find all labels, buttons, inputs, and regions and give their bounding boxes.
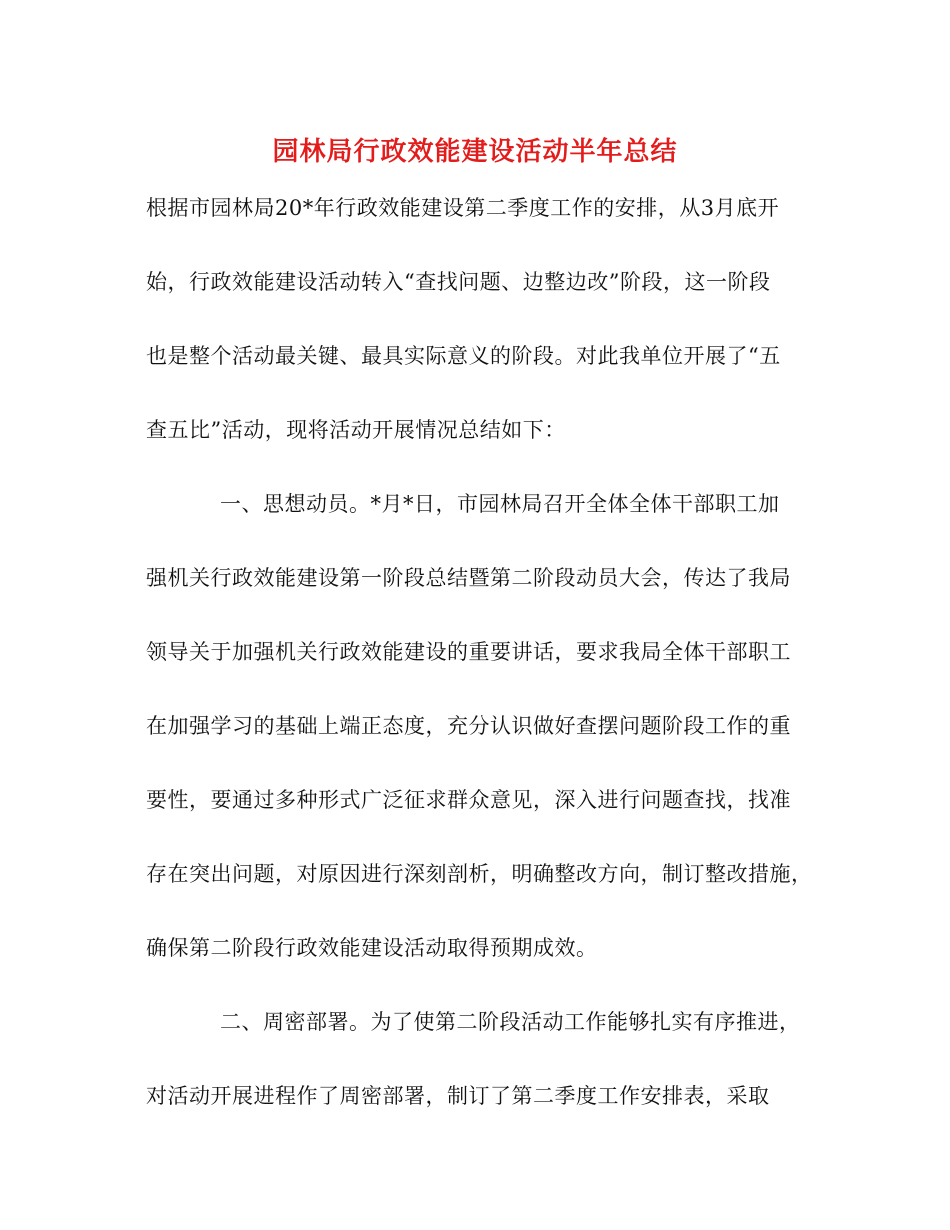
text-line-5: 一、思想动员。*月*日，市园林局召开全体全体干部职工加 <box>220 492 780 516</box>
text-line-1: 根据市园林局20*年行政效能建设第二季度工作的安排，从3月底开 <box>146 196 780 220</box>
text-line-10: 存在突出问题，对原因进行深刻剖析，明确整改方向，制订整改措施， <box>146 862 813 886</box>
text-line-4: 查五比”活动，现将活动开展情况总结如下： <box>146 418 566 442</box>
text-line-6: 强机关行政效能建设第一阶段总结暨第二阶段动员大会，传达了我局 <box>146 566 791 590</box>
text-line-11: 确保第二阶段行政效能建设活动取得预期成效。 <box>146 936 598 960</box>
text-line-13: 对活动开展进程作了周密部署，制订了第二季度工作安排表，采取 <box>146 1084 770 1108</box>
text-line-2: 始，行政效能建设活动转入“查找问题、边整边改”阶段，这一阶段 <box>146 270 771 294</box>
document-title: 园林局行政效能建设活动半年总结 <box>272 137 678 167</box>
text-line-12: 二、周密部署。为了使第二阶段活动工作能够扎实有序推进， <box>220 1010 801 1034</box>
text-line-7: 领导关于加强机关行政效能建设的重要讲话，要求我局全体干部职工 <box>146 640 791 664</box>
text-line-3: 也是整个活动最关键、最具实际意义的阶段。对此我单位开展了“五 <box>146 344 781 368</box>
text-line-9: 要性，要通过多种形式广泛征求群众意见，深入进行问题查找，找准 <box>146 788 791 812</box>
text-line-8: 在加强学习的基础上端正态度，充分认识做好查摆问题阶段工作的重 <box>146 714 791 738</box>
